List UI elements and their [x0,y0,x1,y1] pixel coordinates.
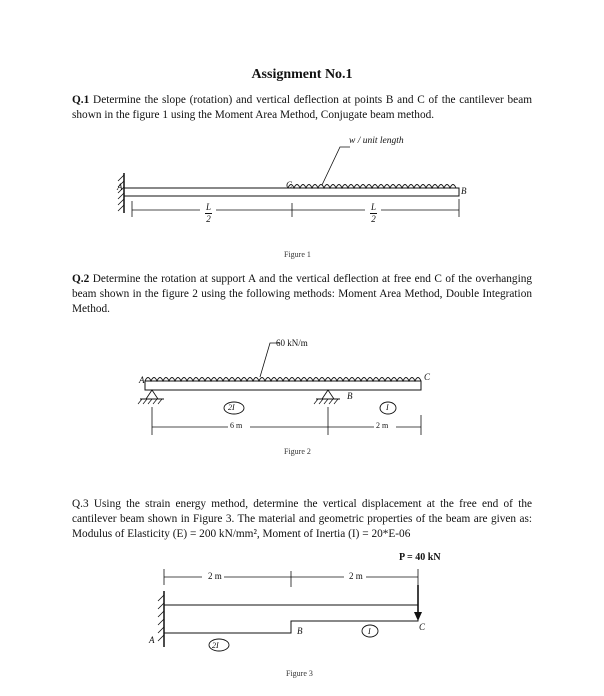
fig1-span-left-den: 2 [206,214,211,224]
fig3-inertia-left-label: 2I [212,641,219,650]
fig2-inertia-left-label: 2I [228,403,235,412]
fig2-beam [145,381,421,390]
q2-body: Determine the rotation at support A and the vertical deflection at free end C of the overhanging beam shown in the figure 2 using the following methods: Moment Area Method, Double Integration Method. [72,273,532,315]
fig1-wall-hatch [118,175,124,211]
fig2-span-right-label: 2 m [376,421,389,430]
fig2-label-c: C [424,372,431,382]
fig1-label-b: B [461,186,467,196]
fig1-load-label: w / unit length [349,136,404,146]
fig1-label-c: C [286,180,293,190]
fig2-roller-support-b [322,390,334,399]
fig2-ground-a-hatch [138,399,162,404]
fig3-label-c: C [419,622,426,632]
fig2-caption: Figure 2 [284,447,311,456]
fig2-ground-b-hatch [314,399,338,404]
fig1-label-a: A [117,182,123,192]
fig2-label-a: A [139,375,145,385]
fig1-span-right-fraction [370,203,377,224]
fig2-inertia-right-label: I [386,403,389,412]
fig3-caption: Figure 3 [286,669,313,678]
figure-2 [130,335,450,445]
fig1-load-leader [322,147,350,185]
fig1-caption: Figure 1 [284,250,311,259]
fig3-span-right-label: 2 m [349,571,363,581]
q1-number: Q.1 [72,94,90,106]
fig3-load-arrow-head [414,612,422,621]
fig3-label-a: A [149,635,155,645]
fig3-inertia-right-label: I [368,627,371,636]
fig2-label-b: B [347,391,353,401]
q3-text: Q.3 Using the strain energy method, determine the vertical displacement at the free end of the cantilever beam shown in Figure 3. The material and geometric properties of the beam are given as: Modulus of Elasticity (E) = 200 kN/mm², Moment of Inertia (I) = 20*E-06 [72,498,532,540]
fig1-span-right-den: 2 [371,214,376,224]
fig1-distributed-load [288,185,456,189]
q2-text [72,272,532,317]
fig2-distributed-load [145,378,421,382]
fig3-load-label: P = 40 kN [399,552,441,563]
figure-1 [110,135,480,235]
fig1-span-right-num: L [370,202,376,212]
figure-3 [140,565,440,685]
q2-number: Q.2 [72,273,90,285]
fig3-label-b: B [297,626,303,636]
q1-body: Determine the slope (rotation) and vertical deflection at points B and C of the cantilever beam shown in the figure 1 using the Moment Area Method, Conjugate beam method. [72,94,532,121]
fig2-load-label: 60 kN/m [276,338,308,348]
fig3-beam [164,605,418,633]
fig2-load-leader [260,343,280,377]
fig3-span-left-label: 2 m [208,571,222,581]
fig1-span-left-fraction [205,203,212,224]
fig3-wall-hatch [158,595,164,641]
fig2-span-left-label: 6 m [230,421,243,430]
page-title: Assignment No.1 [251,67,353,82]
q1-text [72,93,532,123]
fig1-span-left-num: L [205,202,211,212]
fig2-pin-support-a [146,390,158,399]
